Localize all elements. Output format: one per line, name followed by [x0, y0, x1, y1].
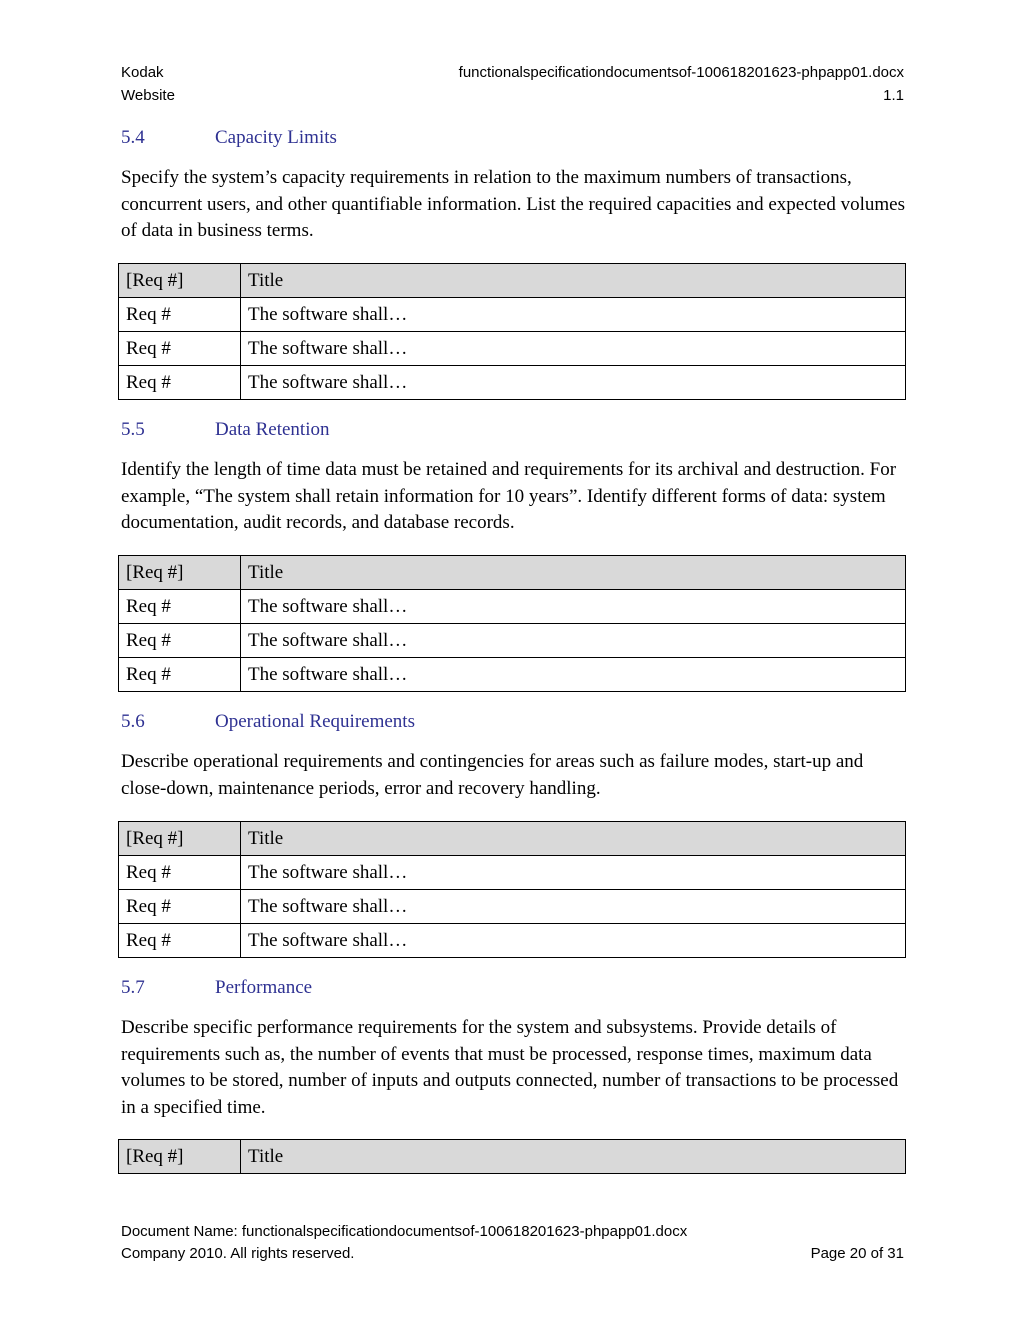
section-heading: [121, 711, 415, 733]
table-cell: Req #: [119, 298, 241, 332]
section-body: Describe specific performance requirements for the system and subsystems. Provide details of requirements such as, the number of events that must be processed, response times, maximum data volumes to be stored, number of inputs and outputs connected, number of transactions to be processed in a specified time.: [121, 1017, 899, 1118]
table-header-row: [119, 556, 906, 590]
header-version: 1.1: [883, 87, 904, 104]
section-number: 5.4: [121, 127, 145, 148]
table-cell: Req #: [119, 856, 241, 890]
table-cell: The software shall…: [241, 332, 906, 366]
section-title: Performance: [215, 977, 313, 998]
table-row: [119, 298, 906, 332]
table-header-cell: Title: [241, 556, 906, 590]
table-row: [119, 590, 906, 624]
section-title: Capacity Limits: [215, 127, 337, 148]
requirements-table: [118, 555, 906, 692]
section-number: 5.7: [121, 977, 145, 998]
table-row: [119, 924, 906, 958]
table-cell: The software shall…: [241, 298, 906, 332]
table-header-cell: Title: [241, 264, 906, 298]
table-cell: Req #: [119, 624, 241, 658]
table-header-cell: [Req #]: [119, 556, 241, 590]
table-cell: Req #: [119, 590, 241, 624]
table-header-row: [119, 1140, 906, 1174]
section-body: Identify the length of time data must be retained and requirements for its archival and destruction. For example, “The system shall retain information for 10 years”. Identify different forms of data: system documentation, audit records, and database records.: [121, 459, 897, 533]
table-cell: The software shall…: [241, 856, 906, 890]
header-project: Website: [121, 87, 175, 104]
page-header-left: [121, 61, 175, 107]
table-row: [119, 856, 906, 890]
page-header-right: [458, 61, 904, 107]
table-row: [119, 332, 906, 366]
table-header-row: [119, 264, 906, 298]
section-heading: [121, 127, 337, 149]
table-row: [119, 658, 906, 692]
table-header-cell: [Req #]: [119, 822, 241, 856]
table-header-cell: [Req #]: [119, 264, 241, 298]
table-cell: Req #: [119, 890, 241, 924]
table-header-cell: Title: [241, 822, 906, 856]
section-title: Data Retention: [215, 419, 330, 440]
section-body: Specify the system’s capacity requirements in relation to the maximum numbers of transactions, concurrent users, and other quantifiable information. List the required capacities and expected volumes of data in business terms.: [121, 167, 905, 241]
footer-copyright: Company 2010. All rights reserved.: [121, 1245, 355, 1262]
table-header-cell: Title: [241, 1140, 906, 1174]
table-cell: The software shall…: [241, 658, 906, 692]
section-heading: [121, 977, 312, 999]
requirements-table: [118, 1139, 906, 1174]
section-number: 5.5: [121, 419, 145, 440]
section-title: Operational Requirements: [215, 711, 415, 732]
table-cell: The software shall…: [241, 590, 906, 624]
requirements-table: [118, 821, 906, 958]
table-header-row: [119, 822, 906, 856]
table-cell: Req #: [119, 924, 241, 958]
table-cell: Req #: [119, 366, 241, 400]
section-body: Describe operational requirements and contingencies for areas such as failure modes, start-up and close-down, maintenance periods, error and recovery handling.: [121, 751, 864, 799]
header-filename: functionalspecificationdocumentsof-100618201623-phpapp01.docx: [458, 64, 904, 81]
section-heading: [121, 419, 330, 441]
table-cell: The software shall…: [241, 624, 906, 658]
requirements-table: [118, 263, 906, 400]
table-row: [119, 624, 906, 658]
header-company: Kodak: [121, 64, 164, 81]
table-row: [119, 890, 906, 924]
footer-doc-name: Document Name: functionalspecificationdocumentsof-100618201623-phpapp01.docx: [121, 1223, 688, 1240]
table-row: [119, 366, 906, 400]
table-cell: The software shall…: [241, 924, 906, 958]
table-header-cell: [Req #]: [119, 1140, 241, 1174]
table-cell: Req #: [119, 332, 241, 366]
section-number: 5.6: [121, 711, 145, 732]
table-cell: The software shall…: [241, 366, 906, 400]
table-cell: The software shall…: [241, 890, 906, 924]
table-cell: Req #: [119, 658, 241, 692]
footer-page-number: Page 20 of 31: [810, 1245, 904, 1262]
